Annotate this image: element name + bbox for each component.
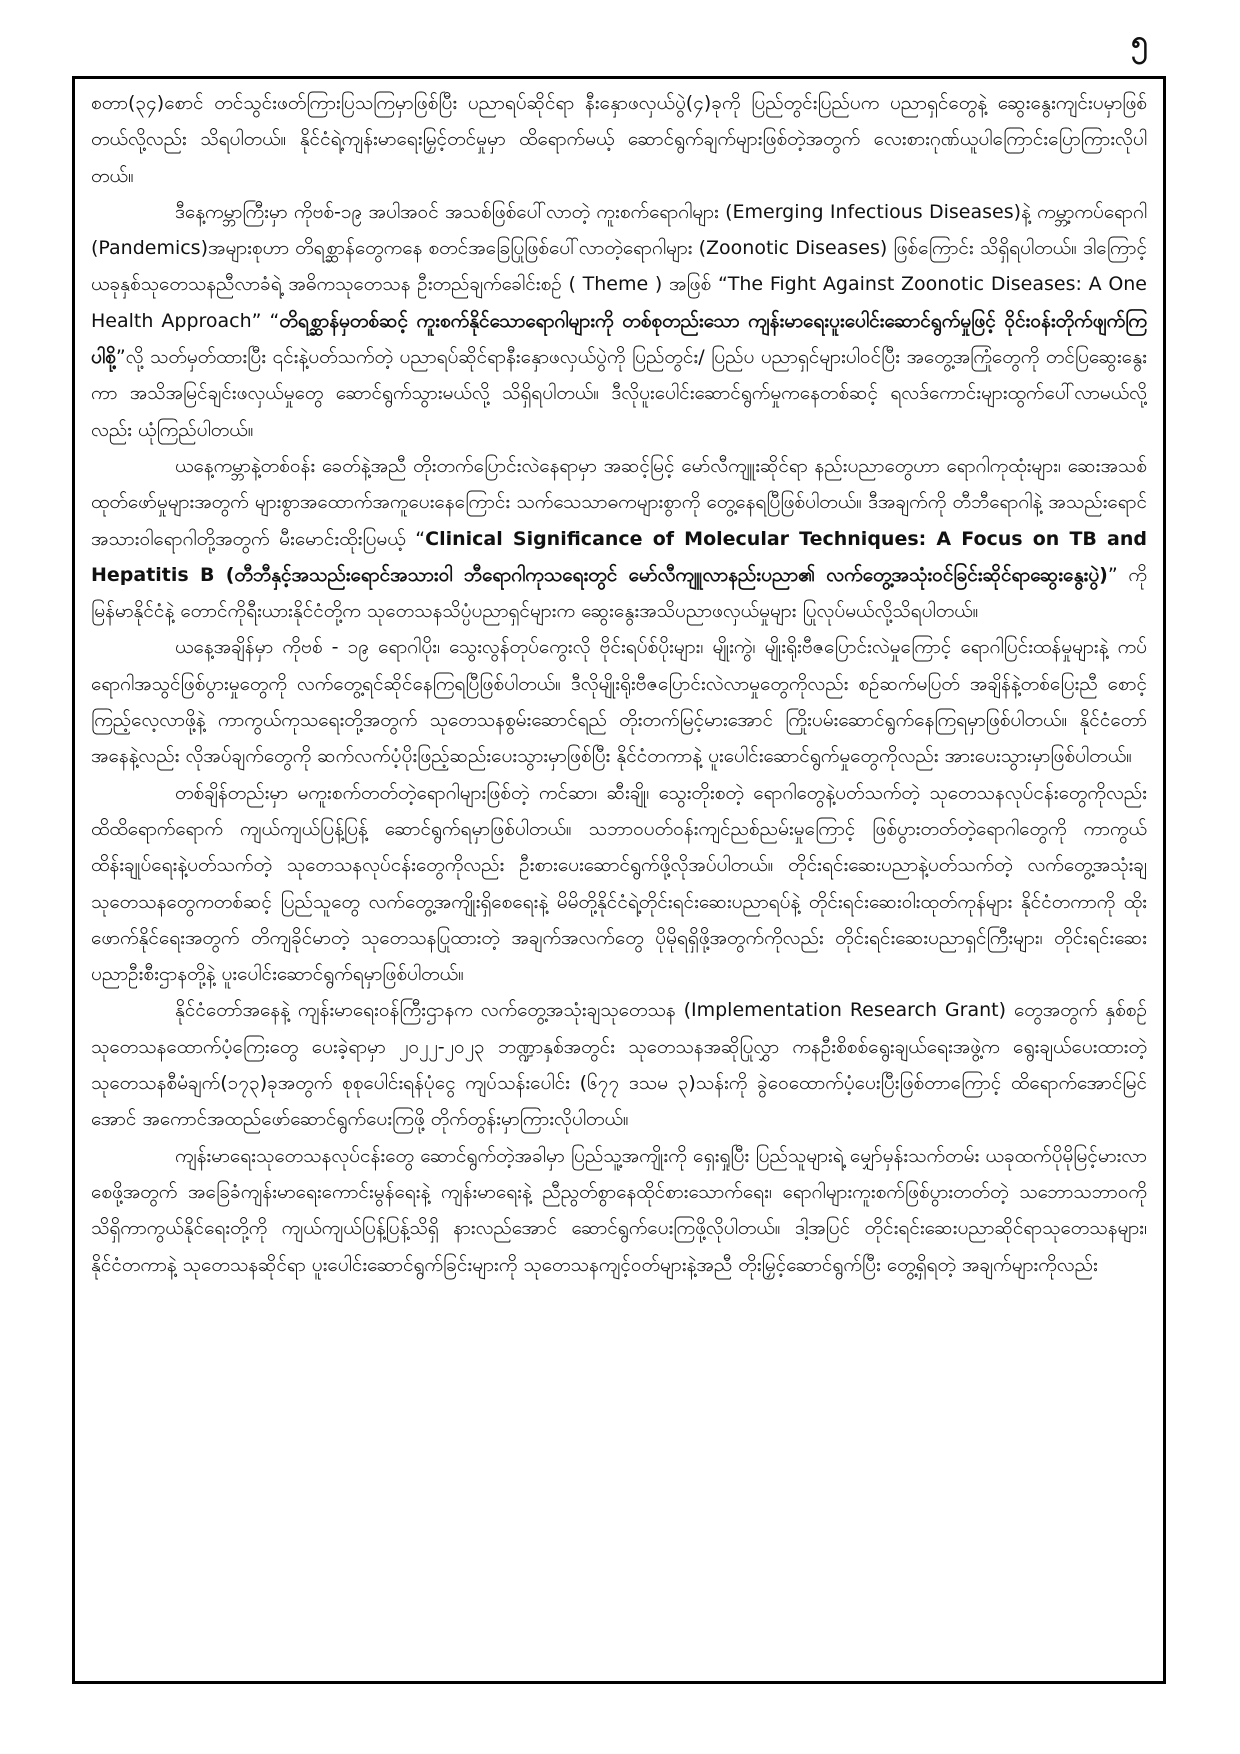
paragraph-text: ယနေ့ကမ္ဘာနဲ့တစ်ဝန်း ခေတ်နဲ့အညီ တိုးတက်ပြောင်းလဲနေရာမှာ အဆင့်မြင့် မော်လီကျူးဆိုင်ရာ နည်းပညာတွေဟာ ရောဂါကုထုံးများ၊ ဆေးအသစ်ထုတ်ဖော်မှုများအတွက် များစွာအထောက်အကူပေးနေကြောင်း သက်သေသာဓကများစွာကို တွေ့နေရပြီဖြစ်ပါတယ်။ ဒီအချက်ကို တီဘီရောဂါနဲ့ အသည်းရောင်အသားဝါရောဂါတို့အတွက် မီးမောင်းထိုးပြမယ့် “ bbox=[91, 454, 1147, 550]
page-border-frame bbox=[72, 76, 1166, 1684]
paragraph-research-grant bbox=[91, 992, 1147, 1137]
paragraph-text: စတာ(၃၄)စောင် တင်သွင်းဖတ်ကြားပြသကြမှာဖြစ်ပြီး ပညာရပ်ဆိုင်ရာ နီးနှောဖလှယ်ပွဲ(၄)ခုကို ပြည်တွင်းပြည်ပက ပညာရှင်တွေနဲ့ ဆွေးနွေးကျင်းပမှာဖြစ်တယ်လို့လည်း သိရပါတယ်။ နိုင်ငံရဲ့ကျန်းမာရေးမြှင့်တင်မှုမှာ ထိရောက်မယ့် ဆောင်ရွက်ချက်များဖြစ်တဲ့အတွက် လေးစားဂုဏ်ယူပါကြောင်းပြောကြားလိုပါတယ်။ bbox=[91, 92, 1147, 187]
paragraph-text: တစ်ချိန်တည်းမှာ မကူးစက်တတ်တဲ့ရောဂါများဖြစ်တဲ့ ကင်ဆာ၊ ဆီးချို၊ သွေးတိုးစတဲ့ ရောဂါတွေနဲ့ပတ်သက်တဲ့ သုတေသနလုပ်ငန်းတွေကိုလည်း ထိထိရောက်ရောက် ကျယ်ကျယ်ပြန့်ပြန့် ဆောင်ရွက်ရမှာဖြစ်ပါတယ်။ သဘာဝပတ်ဝန်းကျင်ညစ်ညမ်းမှုကြောင့် ဖြစ်ပွားတတ်တဲ့ရောဂါတွေကို ကာကွယ်ထိန်းချုပ်ရေးနဲ့ပတ်သက်တဲ့ သုတေသနလုပ်ငန်းတွေကိုလည်း ဦးစားပေးဆောင်ရွက်ဖို့လိုအပ်ပါတယ်။ တိုင်းရင်းဆေးပညာနဲ့ပတ်သက်တဲ့ လက်တွေ့အသုံးချ သုတေသနတွေကတစ်ဆင့် ပြည်သူတွေ လက်တွေ့အကျိုးရှိစေရေးနဲ့ မိမိတို့နိုင်ငံရဲ့တိုင်းရင်းဆေးပညာရပ်နဲ့ တိုင်းရင်းဆေးဝါးထုတ်ကုန်များ နိုင်ငံတကာကို ထိုးဖောက်နိုင်ရေးအတွက် တိကျခိုင်မာတဲ့ သုတေသနပြုထားတဲ့ အချက်အလက်တွေ ပိုမိုရရှိဖို့အတွက်ကိုလည်း တိုင်းရင်းဆေးပညာရှင်ကြီးများ၊ တိုင်းရင်းဆေးပညာဦးစီးဌာနတို့နဲ့ ပူးပေါင်းဆောင်ရွက်ရမှာဖြစ်ပါတယ်။ bbox=[91, 781, 1147, 986]
paragraph-text: နိုင်ငံတော်အနေနဲ့ ကျန်းမာရေးဝန်ကြီးဌာနက လက်တွေ့အသုံးချသုတေသန (Implementation Research Grant) တွေအတွက် နှစ်စဉ်သုတေသနထောက်ပံ့ကြေးတွေ ပေးခဲ့ရာမှာ ၂၀၂၂-၂၀၂၃ ဘဏ္ဍာနှစ်အတွင်း သုတေသနအဆိုပြုလွှာ ကနဦးစိစစ်ရွေးချယ်ရေးအဖွဲ့က ရွေးချယ်ပေးထားတဲ့ သုတေသနစီမံချက်(၁၇၃)ခုအတွက် စုစုပေါင်းရန်ပုံငွေ ကျပ်သန်းပေါင်း (၆၇၇ ဒသမ ၃)သန်းကို ခွဲဝေထောက်ပံ့ပေးပြီးဖြစ်တာကြောင့် ထိရောက်အောင်မြင်အောင် အကောင်အထည်ဖော်ဆောင်ရွက်ပေးကြဖို့ တိုက်တွန်းမှာကြားလိုပါတယ်။ bbox=[91, 999, 1147, 1131]
paragraph-molecular-techniques bbox=[91, 448, 1147, 629]
paragraph-text: ”လို့ သတ်မှတ်ထားပြီး ၎င်းနဲ့ပတ်သက်တဲ့ ပညာရပ်ဆိုင်ရာနီးနှောဖလှယ်ပွဲကို ပြည်တွင်း/ ပြည်ပ ပညာရှင်များပါဝင်ပြီး အတွေ့အကြုံတွေကို တင်ပြဆွေးနွေးကာ အသိအမြင်ချင်းဖလှယ်မှုတွေ ဆောင်ရွက်သွားမယ်လို့ သိရှိရပါတယ်။ ဒီလိုပူးပေါင်းဆောင်ရွက်မှုကနေတစ်ဆင့် ရလဒ်ကောင်းများထွက်ပေါ်လာမယ်လို့လည်း ယုံကြည်ပါတယ်။ bbox=[91, 346, 1147, 441]
paragraph-text: ဒီနေ့ကမ္ဘာကြီးမှာ ကိုဗစ်-၁၉ အပါအဝင် အသစ်ဖြစ်ပေါ်လာတဲ့ ကူးစက်ရောဂါများ (Emerging Infectious Diseases)နဲ့ ကမ္ဘာ့ကပ်ရောဂါ (Pandemics)အများစုဟာ တိရစ္ဆာန်တွေကနေ စတင်အခြေပြုဖြစ်ပေါ်လာတဲ့ရောဂါများ (Zoonotic Diseases) ဖြစ်ကြောင်း သိရှိရပါတယ်။ ဒါကြောင့် ယခုနှစ်သုတေသနညီလာခံရဲ့ အဓိကသုတေသန ဦးတည်ချက်ခေါင်းစဉ် ( Theme ) အဖြစ် “The Fight Against Zoonotic Diseases: A One Health Approach” “ bbox=[91, 200, 1147, 332]
page-number: ၅ bbox=[1131, 24, 1148, 59]
paragraph-covid-variants bbox=[91, 629, 1147, 774]
paragraph-text: ကျန်းမာရေးသုတေသနလုပ်ငန်းတွေ ဆောင်ရွက်တဲ့အခါမှာ ပြည်သူ့အကျိုးကို ရှေးရှုပြီး ပြည်သူများရဲ့ မျှော်မှန်းသက်တမ်း ယခုထက်ပိုမိုမြင့်မားလာစေဖို့အတွက် အခြေခံကျန်းမာရေးကောင်းမွန်ရေးနဲ့ ကျန်းမာရေးနဲ့ ညီညွတ်စွာနေထိုင်စားသောက်ရေး၊ ရောဂါများကူးစက်ဖြစ်ပွားတတ်တဲ့ သဘောသဘာဝကို သိရှိကာကွယ်နိုင်ရေးတို့ကို ကျယ်ကျယ်ပြန့်ပြန့်သိရှိ နားလည်အောင် ဆောင်ရွက်ပေးကြဖို့လိုပါတယ်။ ဒါ့အပြင် တိုင်းရင်းဆေးပညာဆိုင်ရာသုတေသနများ၊ နိုင်ငံတကာနဲ့ သုတေသနဆိုင်ရာ ပူးပေါင်းဆောင်ရွက်ခြင်းများကို သုတေသနကျင့်ဝတ်များနဲ့အညီ တိုးမြှင့်ဆောင်ရွက်ပြီး တွေ့ရှိရတဲ့ အချက်များကိုလည်း bbox=[91, 1144, 1147, 1276]
paragraph-text: ယနေ့အချိန်မှာ ကိုဗစ် - ၁၉ ရောဂါပိုး၊ သွေးလွန်တုပ်ကွေးလို ဗိုင်းရပ်စ်ပိုးများ၊ မျိုးကွဲ၊ မျိုးရိုးဗီဇပြောင်းလဲမှုကြောင့် ရောဂါပြင်းထန်မှုများနဲ့ ကပ်ရောဂါအသွင်ဖြစ်ပွားမှုတွေကို လက်တွေ့ရင်ဆိုင်နေကြရပြီဖြစ်ပါတယ်။ ဒီလိုမျိုးရိုးဗီဇပြောင်းလဲလာမှုတွေကိုလည်း စဉ်ဆက်မပြတ် အချိန်နဲ့တစ်ပြေးညီ စောင့်ကြည့်လေ့လာဖို့နဲ့ ကာကွယ်ကုသရေးတို့အတွက် သုတေသနစွမ်းဆောင်ရည် တိုးတက်မြင့်မားအောင် ကြိုးပမ်းဆောင်ရွက်နေကြရမှာဖြစ်ပါတယ်။ နိုင်ငံတော်အနေနဲ့လည်း လိုအပ်ချက်တွေကို ဆက်လက်ပံ့ပိုးဖြည့်ဆည်းပေးသွားမှာဖြစ်ပြီး နိုင်ငံတကာနဲ့ ပူးပေါင်းဆောင်ရွက်မှုတွေကိုလည်း အားပေးသွားမှာဖြစ်ပါတယ်။ bbox=[91, 636, 1147, 768]
paragraph-zoonotic-theme bbox=[91, 194, 1147, 448]
symposium-title: Clinical Significance of Molecular Techniques: A Focus on TB and Hepatitis B (တီဘီနှင့်အသည်းရောင်အသားဝါ ဘီရောဂါကုသရေးတွင် မော်လီကျူလာနည်းပညာ၏ လက်တွေ့အသုံးဝင်ခြင်းဆိုင်ရာဆွေးနွေးပွဲ) bbox=[91, 527, 1147, 586]
paragraph-conference-sessions bbox=[91, 85, 1147, 194]
paragraph-public-health bbox=[91, 1138, 1147, 1283]
theme-title-myanmar: တိရစ္ဆာန်မှတစ်ဆင့် ကူးစက်နိုင်သောရောဂါများကို တစ်စုတည်းသော ကျန်းမာရေးပူးပေါင်းဆောင်ရွက်မှုဖြင့် ဝိုင်းဝန်းတိုက်ဖျက်ကြပါစို့ bbox=[91, 309, 1147, 369]
paragraph-text: ” ကို မြန်မာနိုင်ငံနဲ့ တောင်ကိုရီးယားနိုင်ငံတို့က သုတေသနသိပ္ပံပညာရှင်များက ဆွေးနွေးအသိပညာဖလှယ်မှုများ ပြုလုပ်မယ်လို့သိရပါတယ်။ bbox=[91, 563, 1147, 623]
paragraph-ncd-research bbox=[91, 775, 1147, 993]
